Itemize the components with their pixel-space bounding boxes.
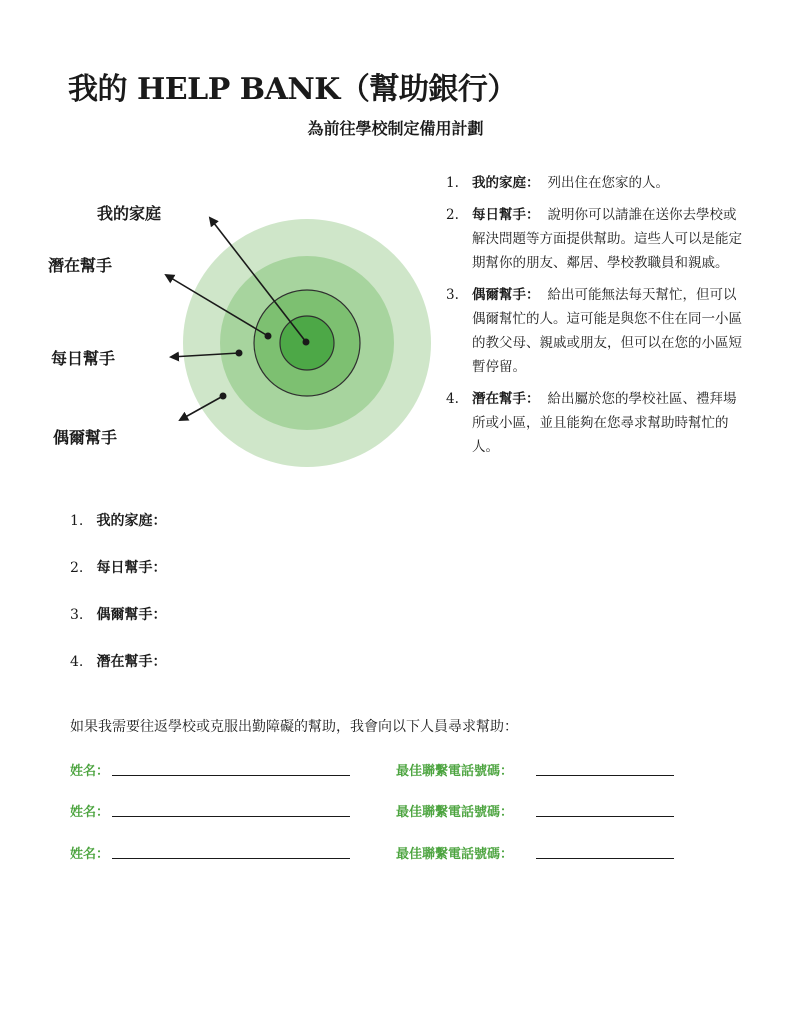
name-field[interactable]	[112, 775, 350, 776]
page-subtitle: 為前往學校制定備用計劃	[307, 119, 484, 138]
fill-in-number: 2.	[70, 560, 84, 576]
definition-term: 潛在幫手：	[472, 391, 540, 407]
definition-term: 每日幫手：	[472, 207, 540, 223]
name-field[interactable]	[112, 816, 350, 817]
definition-text: 列出住在您家的人。	[547, 175, 669, 191]
definition-number: 4.	[446, 391, 459, 407]
diagram-label-occasional: 偶爾幫手	[53, 428, 118, 447]
definition-number: 3.	[446, 287, 459, 303]
definition-term: 偶爾幫手：	[472, 287, 540, 303]
phone-field[interactable]	[536, 775, 674, 776]
fill-in-label: 偶爾幫手：	[96, 607, 167, 623]
definition-item	[446, 203, 746, 275]
name-label: 姓名：	[70, 847, 110, 862]
fill-in-list	[70, 510, 166, 698]
diagram-label-potential: 潛在幫手	[48, 256, 113, 275]
diagram-label-everyday: 每日幫手	[51, 349, 116, 368]
fill-in-label: 我的家庭：	[96, 513, 167, 529]
fill-in-item	[70, 604, 166, 651]
definition-number: 2.	[446, 207, 459, 223]
diagram-label-family: 我的家庭	[97, 204, 162, 223]
name-label: 姓名：	[70, 805, 110, 820]
fill-in-number: 4.	[70, 654, 84, 670]
fill-in-label: 潛在幫手：	[96, 654, 167, 670]
fill-in-item	[70, 510, 166, 557]
name-label: 姓名：	[70, 764, 110, 779]
definition-term: 我的家庭：	[472, 175, 540, 191]
definition-number: 1.	[446, 175, 459, 191]
definition-text: 給出屬於您的學校社區、禮拜場所或小區，並且能夠在您尋求幫助時幫忙的人。	[472, 391, 737, 455]
contact-row	[70, 801, 690, 823]
phone-field[interactable]	[536, 858, 674, 859]
contact-row	[70, 843, 690, 865]
fill-in-number: 1.	[70, 513, 84, 529]
phone-label: 最佳聯繫電話號碼：	[396, 764, 514, 779]
definitions-list	[446, 171, 746, 467]
definition-item	[446, 283, 746, 379]
definition-text: 說明你可以請誰在送你去學校或解決問題等方面提供幫助。這些人可以是能定期幫你的朋友、鄰居、學校教職員和親戚。	[472, 207, 742, 271]
fill-in-item	[70, 651, 166, 698]
contact-row	[70, 760, 690, 782]
phone-field[interactable]	[536, 816, 674, 817]
definition-item	[446, 171, 746, 195]
definition-text: 給出可能無法每天幫忙，但可以偶爾幫忙的人。這可能是與您不住在同一小區的教父母、親戚或朋友，但可以在您的小區短暫停留。	[472, 287, 742, 375]
fill-in-number: 3.	[70, 607, 84, 623]
name-field[interactable]	[112, 858, 350, 859]
fill-in-label: 每日幫手：	[96, 560, 167, 576]
phone-label: 最佳聯繫電話號碼：	[396, 805, 514, 820]
help-request-statement: 如果我需要往返學校或克服出勤障礙的幫助，我會向以下人員尋求幫助：	[70, 719, 518, 735]
definition-item	[446, 387, 746, 459]
fill-in-item	[70, 557, 166, 604]
phone-label: 最佳聯繫電話號碼：	[396, 847, 514, 862]
page-title: 我的 HELP BANK（幫助銀行）	[68, 72, 517, 107]
